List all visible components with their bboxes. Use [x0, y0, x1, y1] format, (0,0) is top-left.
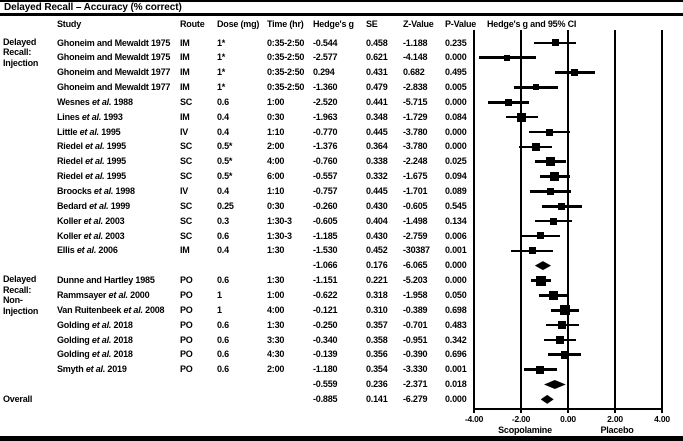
cell-route: SC — [180, 141, 193, 152]
cell-se: 0.441 — [366, 96, 388, 107]
cell-route: IM — [180, 67, 190, 78]
cell-z: -6.065 — [403, 260, 428, 271]
cell-se: 0.332 — [366, 171, 388, 182]
cell-dose: 1* — [217, 82, 226, 93]
cell-g: -1.530 — [313, 245, 338, 256]
effect-marker — [558, 203, 565, 210]
cell-dose: 0.5* — [217, 156, 233, 167]
effect-marker — [547, 188, 554, 195]
cell-dose: 0.4 — [217, 245, 229, 256]
cell-p: 0.000 — [445, 96, 467, 107]
study-name: Koller et al. 2003 — [57, 215, 125, 226]
cell-dose: 1* — [217, 67, 226, 78]
cell-route: IM — [180, 37, 190, 48]
cell-route: PO — [180, 275, 193, 286]
study-name: Dunne and Hartley 1985 — [57, 275, 155, 286]
cell-time: 1:30-3 — [267, 215, 292, 226]
cell-time: 1:30 — [267, 319, 285, 330]
plot-gridline — [661, 30, 662, 408]
effect-marker — [536, 276, 546, 286]
cell-g: -0.770 — [313, 126, 338, 137]
cell-g: -0.250 — [313, 319, 338, 330]
cell-se: 0.318 — [366, 289, 388, 300]
cell-time: 1:30 — [267, 245, 285, 256]
cell-g: -1.360 — [313, 82, 338, 93]
col-header-hedges-g: Hedge's g — [313, 18, 354, 29]
cell-g: -1.180 — [313, 364, 338, 375]
study-name: Golding et al. 2018 — [57, 334, 133, 345]
cell-route: SC — [180, 171, 193, 182]
x-axis-tick-label: 4.00 — [654, 413, 670, 424]
cell-z: -1.729 — [403, 111, 428, 122]
plot-gridline — [473, 30, 474, 408]
cell-g: -0.139 — [313, 349, 338, 360]
cell-route: PO — [180, 304, 193, 315]
effect-marker — [556, 336, 564, 344]
cell-time: 1:30 — [267, 275, 285, 286]
cell-se: 0.338 — [366, 156, 388, 167]
group-label: Delayed Recall: Injection — [3, 36, 39, 68]
effect-marker — [550, 218, 557, 225]
effect-marker — [536, 366, 544, 374]
cell-time: 3:30 — [267, 334, 285, 345]
x-axis-tick — [520, 408, 521, 413]
col-header-dose: Dose (mg) — [217, 18, 260, 29]
cell-g: -0.757 — [313, 186, 338, 196]
cell-se: 0.348 — [366, 111, 388, 122]
cell-dose: 0.6 — [217, 230, 229, 241]
cell-se: 0.430 — [366, 200, 388, 211]
x-axis-tick — [614, 408, 615, 413]
study-name: Riedel et al. 1995 — [57, 141, 126, 152]
cell-g: -0.559 — [313, 379, 338, 390]
effect-marker — [546, 157, 555, 166]
cell-p: 0.483 — [445, 319, 467, 330]
cell-time: 0:30 — [267, 200, 285, 211]
cell-p: 0.005 — [445, 82, 467, 93]
study-name: Bedard et al. 1999 — [57, 200, 130, 211]
x-axis-tick — [473, 408, 474, 413]
x-axis-tick — [661, 408, 662, 413]
study-name: Riedel et al. 1995 — [57, 156, 126, 167]
cell-g: -0.557 — [313, 171, 338, 182]
cell-time: 1:00 — [267, 96, 285, 107]
cell-time: 0:35-2:50 — [267, 37, 305, 48]
cell-se: 0.236 — [366, 379, 388, 390]
cell-z: -1.958 — [403, 289, 428, 300]
cell-z: -1.701 — [403, 186, 428, 196]
cell-z: -1.675 — [403, 171, 428, 182]
cell-z: -0.701 — [403, 319, 428, 330]
study-name: Van Ruitenbeek et al. 2008 — [57, 304, 165, 315]
cell-p: 0.000 — [445, 275, 467, 286]
summary-diamond — [544, 380, 566, 389]
col-header-z-value: Z-Value — [403, 18, 434, 29]
cell-z: -3.330 — [403, 364, 428, 375]
summary-diamond — [541, 395, 554, 404]
cell-route: PO — [180, 334, 193, 345]
study-name: Broocks et al. 1998 — [57, 186, 135, 196]
cell-p: 0.495 — [445, 67, 467, 78]
effect-marker — [558, 321, 566, 329]
cell-p: 0.342 — [445, 334, 467, 345]
cell-route: IM — [180, 111, 190, 122]
cell-route: IV — [180, 186, 189, 196]
study-name: Ellis et al. 2006 — [57, 245, 118, 256]
cell-se: 0.431 — [366, 67, 388, 78]
title-rule — [0, 13, 683, 16]
cell-dose: 0.25 — [217, 200, 234, 211]
cell-p: 0.000 — [445, 260, 467, 271]
x-axis-tick-label: -2.00 — [511, 413, 531, 424]
cell-p: 0.696 — [445, 349, 467, 360]
effect-marker — [561, 351, 569, 359]
cell-p: 0.698 — [445, 304, 467, 315]
cell-se: 0.458 — [366, 37, 388, 48]
cell-se: 0.357 — [366, 319, 388, 330]
cell-se: 0.479 — [366, 82, 388, 93]
cell-dose: 0.3 — [217, 215, 229, 226]
cell-g: -0.121 — [313, 304, 338, 315]
cell-g: -1.376 — [313, 141, 338, 152]
cell-g: -0.622 — [313, 289, 338, 300]
cell-z: -0.390 — [403, 349, 428, 360]
plot-gridline — [614, 30, 615, 408]
cell-time: 0:35-2:50 — [267, 67, 305, 78]
study-name: Ghoneim and Mewaldt 1977 — [57, 67, 171, 78]
cell-time: 0:35-2:50 — [267, 82, 305, 93]
axis-label-scopolamine: Scopolamine — [498, 425, 552, 435]
cell-p: 0.000 — [445, 52, 467, 63]
cell-dose: 1 — [217, 304, 222, 315]
study-name: Little et al. 1995 — [57, 126, 121, 137]
cell-se: 0.445 — [366, 126, 388, 137]
cell-dose: 0.6 — [217, 275, 229, 286]
cell-dose: 0.6 — [217, 349, 229, 360]
cell-dose: 0.4 — [217, 111, 229, 122]
cell-route: SC — [180, 230, 193, 241]
col-header-p-value: P-Value — [445, 18, 477, 29]
cell-time: 2:00 — [267, 364, 285, 375]
x-axis-tick-label: 2.00 — [607, 413, 623, 424]
cell-dose: 0.6 — [217, 334, 229, 345]
col-header-time: Time (hr) — [267, 18, 304, 29]
bottom-border — [0, 436, 683, 441]
cell-time: 2:00 — [267, 141, 285, 152]
cell-route: PO — [180, 319, 193, 330]
cell-time: 1:10 — [267, 126, 285, 137]
cell-g: -0.605 — [313, 215, 338, 226]
cell-se: 0.356 — [366, 349, 388, 360]
cell-dose: 1 — [217, 289, 222, 300]
study-name: Koller et al. 2003 — [57, 230, 125, 241]
cell-dose: 0.4 — [217, 126, 229, 137]
cell-p: 0.084 — [445, 111, 467, 122]
col-header-se: SE — [366, 18, 378, 29]
cell-se: 0.452 — [366, 245, 388, 256]
cell-p: 0.000 — [445, 393, 467, 404]
cell-g: -2.520 — [313, 96, 338, 107]
cell-p: 0.025 — [445, 156, 467, 167]
cell-time: 4:00 — [267, 156, 285, 167]
cell-time: 4:30 — [267, 349, 285, 360]
group-label: Delayed Recall: Non- Injection — [3, 274, 39, 316]
cell-p: 0.000 — [445, 126, 467, 137]
cell-z: -0.951 — [403, 334, 428, 345]
cell-g: -0.760 — [313, 156, 338, 167]
study-name: Rammsayer et al. 2000 — [57, 289, 150, 300]
cell-time: 6:00 — [267, 171, 285, 182]
cell-z: -6.279 — [403, 393, 428, 404]
effect-marker — [533, 84, 539, 90]
cell-p: 0.235 — [445, 37, 467, 48]
cell-p: 0.089 — [445, 186, 467, 196]
cell-z: -2.759 — [403, 230, 428, 241]
cell-route: IM — [180, 82, 190, 93]
cell-p: 0.000 — [445, 141, 467, 152]
cell-se: 0.141 — [366, 393, 388, 404]
effect-marker — [529, 247, 536, 254]
figure-title: Delayed Recall – Accuracy (% correct) — [4, 1, 182, 13]
cell-route: SC — [180, 200, 193, 211]
cell-g: -1.963 — [313, 111, 338, 122]
cell-g: -0.260 — [313, 200, 338, 211]
cell-g: -0.885 — [313, 393, 338, 404]
cell-time: 0:35-2:50 — [267, 52, 305, 63]
effect-marker — [537, 232, 544, 239]
effect-marker — [571, 69, 578, 76]
cell-z: -3.780 — [403, 126, 428, 137]
cell-route: IV — [180, 126, 189, 137]
study-name: Smyth et al. 2019 — [57, 364, 127, 375]
cell-p: 0.050 — [445, 289, 467, 300]
cell-route: SC — [180, 96, 193, 107]
cell-p: 0.001 — [445, 364, 467, 375]
effect-marker — [550, 172, 559, 181]
cell-g: -1.066 — [313, 260, 338, 271]
cell-g: -1.151 — [313, 275, 338, 286]
cell-route: PO — [180, 289, 193, 300]
cell-g: -2.577 — [313, 52, 338, 63]
cell-route: IM — [180, 245, 190, 256]
cell-se: 0.364 — [366, 141, 388, 152]
cell-se: 0.310 — [366, 304, 388, 315]
col-header-route: Route — [180, 18, 205, 29]
cell-g: 0.294 — [313, 67, 335, 78]
cell-z: -2.248 — [403, 156, 428, 167]
cell-p: 0.134 — [445, 215, 467, 226]
cell-z: -4.148 — [403, 52, 428, 63]
cell-dose: 0.5* — [217, 171, 233, 182]
study-name: Wesnes et al. 1988 — [57, 96, 133, 107]
effect-marker — [504, 55, 510, 61]
cell-p: 0.001 — [445, 245, 467, 256]
x-axis-tick-label: -4.00 — [464, 413, 484, 424]
cell-time: 0:30 — [267, 111, 285, 122]
cell-g: -0.340 — [313, 334, 338, 345]
cell-z: -5.203 — [403, 275, 428, 286]
cell-dose: 0.4 — [217, 186, 229, 196]
cell-dose: 0.6 — [217, 364, 229, 375]
effect-marker — [546, 129, 553, 136]
study-name: Ghoneim and Mewaldt 1975 — [57, 37, 171, 48]
cell-se: 0.445 — [366, 186, 388, 196]
col-header-study: Study — [57, 18, 82, 29]
cell-route: PO — [180, 364, 193, 375]
cell-route: SC — [180, 215, 193, 226]
cell-se: 0.358 — [366, 334, 388, 345]
cell-z: -2.371 — [403, 379, 428, 390]
cell-z: -3.780 — [403, 141, 428, 152]
cell-se: 0.621 — [366, 52, 388, 63]
cell-z: 0.682 — [403, 67, 425, 78]
x-axis-tick-label: 0.00 — [560, 413, 576, 424]
cell-route: PO — [180, 349, 193, 360]
axis-label-placebo: Placebo — [600, 425, 634, 435]
study-name: Golding et al. 2018 — [57, 349, 133, 360]
cell-z: -0.389 — [403, 304, 428, 315]
effect-marker — [517, 113, 526, 122]
cell-time: 1:30-3 — [267, 230, 292, 241]
cell-g: -0.544 — [313, 37, 338, 48]
cell-p: 0.018 — [445, 379, 467, 390]
cell-se: 0.354 — [366, 364, 388, 375]
cell-time: 4:00 — [267, 304, 285, 315]
study-name: Golding et al. 2018 — [57, 319, 133, 330]
cell-z: -5.715 — [403, 96, 428, 107]
cell-se: 0.430 — [366, 230, 388, 241]
cell-dose: 0.6 — [217, 319, 229, 330]
cell-time: 1:10 — [267, 186, 285, 196]
summary-diamond — [535, 261, 551, 270]
study-name: Ghoneim and Mewaldt 1975 — [57, 52, 171, 63]
effect-marker — [549, 291, 558, 300]
x-axis-tick — [567, 408, 568, 413]
cell-dose: 0.6 — [217, 96, 229, 107]
cell-dose: 0.5* — [217, 141, 233, 152]
cell-se: 0.221 — [366, 275, 388, 286]
cell-route: IM — [180, 52, 190, 63]
cell-z: -0.605 — [403, 200, 428, 211]
cell-time: 1:00 — [267, 289, 285, 300]
cell-z: -1.188 — [403, 37, 428, 48]
cell-se: 0.176 — [366, 260, 388, 271]
cell-dose: 1* — [217, 37, 226, 48]
cell-z: -1.498 — [403, 215, 428, 226]
cell-p: 0.545 — [445, 200, 467, 211]
cell-se: 0.404 — [366, 215, 388, 226]
cell-p: 0.094 — [445, 171, 467, 182]
effect-marker — [532, 143, 540, 151]
group-label: Overall — [3, 393, 33, 404]
study-name: Ghoneim and Mewaldt 1977 — [57, 82, 171, 93]
cell-route: SC — [180, 156, 193, 167]
col-header-ci-plot: Hedge's g and 95% CI — [487, 18, 577, 29]
effect-marker — [552, 39, 559, 46]
cell-g: -1.185 — [313, 230, 338, 241]
effect-marker — [560, 305, 570, 315]
study-name: Riedel et al. 1995 — [57, 171, 126, 182]
cell-z: -30387 — [403, 245, 430, 256]
cell-dose: 1* — [217, 52, 226, 63]
cell-p: 0.006 — [445, 230, 467, 241]
cell-z: -2.838 — [403, 82, 428, 93]
study-name: Lines et al. 1993 — [57, 111, 123, 122]
effect-marker — [505, 99, 512, 106]
